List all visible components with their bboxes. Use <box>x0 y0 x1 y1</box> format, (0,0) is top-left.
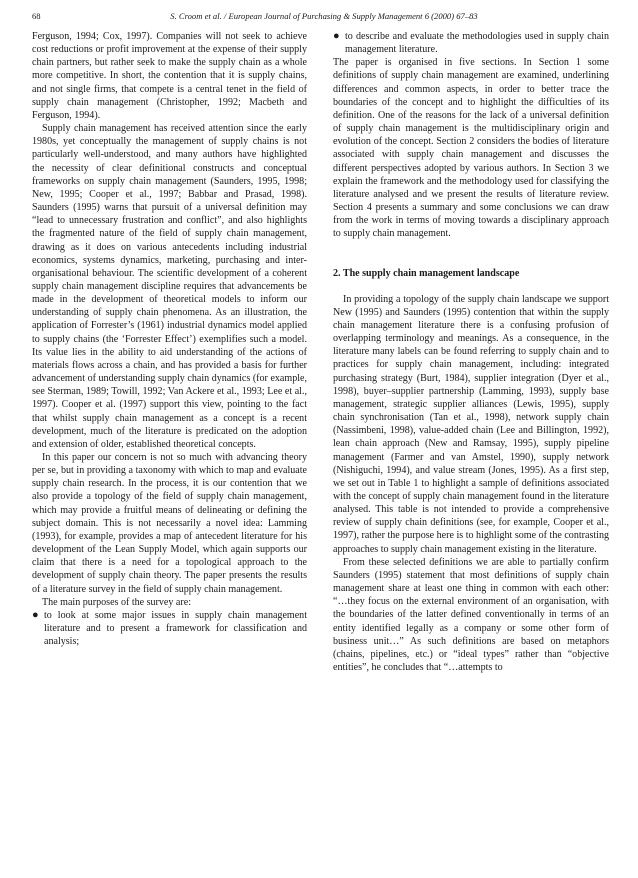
bullet-icon: ● <box>333 30 340 42</box>
paragraph: From these selected definitions we are able to partially confirm Saunders (1995) statement that most definitions of supply chain management share at least one thing in common with each other: “…they focus on the external environment of an organisation, with the boundaries of the latter defined conventionally in terms of an entity identified legally as a company or some other form of business unit…” As such definitions are based on metaphors (chains, pipelines, etc.) or “ideal types” rather than “objective entities”, he concludes that “…attempts to <box>333 556 609 674</box>
bullet-text: to describe and evaluate the methodologies used in supply chain management literature. <box>345 31 609 56</box>
section-heading: 2. The supply chain management landscape <box>333 267 520 279</box>
page-header <box>32 8 606 24</box>
bullet-item <box>32 609 307 648</box>
running-title: S. Croom et al. / European Journal of Purchasing & Supply Management 6 (2000) 67–83 <box>170 11 478 21</box>
paragraph: In providing a topology of the supply chain landscape we support New (1995) and Saunders (1995) contention that within the supply chain management literature there is a confusing profusion of overlapping terminology and meanings. As a consequence, in the literature many labels can be found referring to supply chain and to practices for supply chain management, including: integrated purchasing strategy (Burt, 1984), supplier integration (Dyer et al., 1998), buyer–supplier partnership (Lamming, 1993), supply base management, strategic supplier alliances (Lewis, 1995), supply chain synchronisation (Tan et al., 1998), network supply chain (Nassimbeni, 1998), value-added chain (Lee and Billington, 1992), lean chain approach (New and Ramsay, 1995), supply pipeline management (Farmer and van Amstel, 1990), supply network (Nishiguchi, 1994), and value stream (Jones, 1995). As a first step, we set out in Table 1 to highlight a sample of definitions associated with the concept of supply chain management found in the literature analysed. This table is not intended to provide a comprehensive review of supply chain definitions (see, for example, Cooper et al., 1997), rather the purpose here is to highlight some of the contrasting approaches to supply chain management existing in the literature. <box>333 293 609 555</box>
paragraph: In this paper our concern is not so much with advancing theory per se, but in providing a taxonomy with which to map and evaluate supply chain research. In the process, it is our contention that we also provide a topology of the field of supply chain management, which may provide a fruitful means of delineating or defining the subject domain. This is not necessarily a novel idea: Lamming (1993), for example, provides a map of antecedent literature for his development of the Lean Supply Model, which again supports our claim that there is a need for a topological approach to the development of supply chain theory. The paper presents the results of a literature survey in the field of supply chain management. <box>32 452 307 595</box>
paragraph: Ferguson, 1994; Cox, 1997). Companies will not seek to achieve cost reductions or profit improvement at the expense of their supply chain partners, but rather seek to make the supply chain as a whole more competitive. In short, the contention that it is supply chains, and not single firms, that compete is a central tenet in the field of supply chain management (Christopher, 1992; Macbeth and Ferguson, 1994). <box>32 31 307 121</box>
paragraph: Supply chain management has received attention since the early 1980s, yet conceptually the management of supply chains is not particularly well-understood, and many authors have highlighted the necessity of clear definitional constructs and conceptual frameworks on supply chain management (Saunders, 1995, 1998; New, 1995; Cooper et al., 1997; Babbar and Prasad, 1998). Saunders (1995) warns that pursuit of a universal definition may “lead to unnecessary frustration and conflict”, and also highlights the fragmented nature of the field of supply chain management, drawing as it does on various antecedents including industrial economics, systems dynamics, marketing, purchasing and inter-organisational behaviour. The scientific development of a coherent supply chain management discipline requires that advancements be made in the development of theoretical models to inform our understanding of supply chain phenomena. As an illustration, the application of Forrester’s (1961) industrial dynamics model applied to supply chains (the ‘Forrester Effect’) exemplifies such a model. Its value lies in the ability to aid understanding of the actions of materials flows across a chain, and has provided a basis for further advancement of understanding supply chain dynamics (for example, see Sterman, 1989; Towill, 1992; Van Ackere et al., 1993; Lee et al., 1997). Cooper et al. (1997) support this view, pointing to the fact that whilst supply chain management as a concept is a recent development, much of the literature is predicated on the adoption and extension of older, established theoretical concepts. <box>32 123 307 450</box>
paragraph: The paper is organised in five sections. In Section 1 some definitions of supply chain management are examined, underlining differences and common aspects, in order to better trace the boundaries of the concept and to highlight the difficulties of its definition. One of the reasons for the lack of a universal definition of supply chain management is the multidisciplinary origin and evolution of the concept. Section 2 considers the bodies of literature associated with supply chain management and discusses the different perspectives adopted by various authors. In Section 3 we explain the framework and the methodology used for classifying the literature analysed and we present the results of literature review. Section 4 presents a summary and some conclusions we can draw from the work in terms of moving towards a disciplinary approach to supply chain management. <box>333 57 609 240</box>
bullet-item <box>333 30 609 56</box>
bullet-icon: ● <box>32 608 39 621</box>
left-column <box>32 30 307 648</box>
paragraph: The main purposes of the survey are: <box>42 596 191 608</box>
right-column <box>333 30 609 674</box>
bullet-text: to look at some major issues in supply chain management literature and to present a framework for classification and analysis; <box>44 609 307 648</box>
page-number: 68 <box>32 11 41 21</box>
